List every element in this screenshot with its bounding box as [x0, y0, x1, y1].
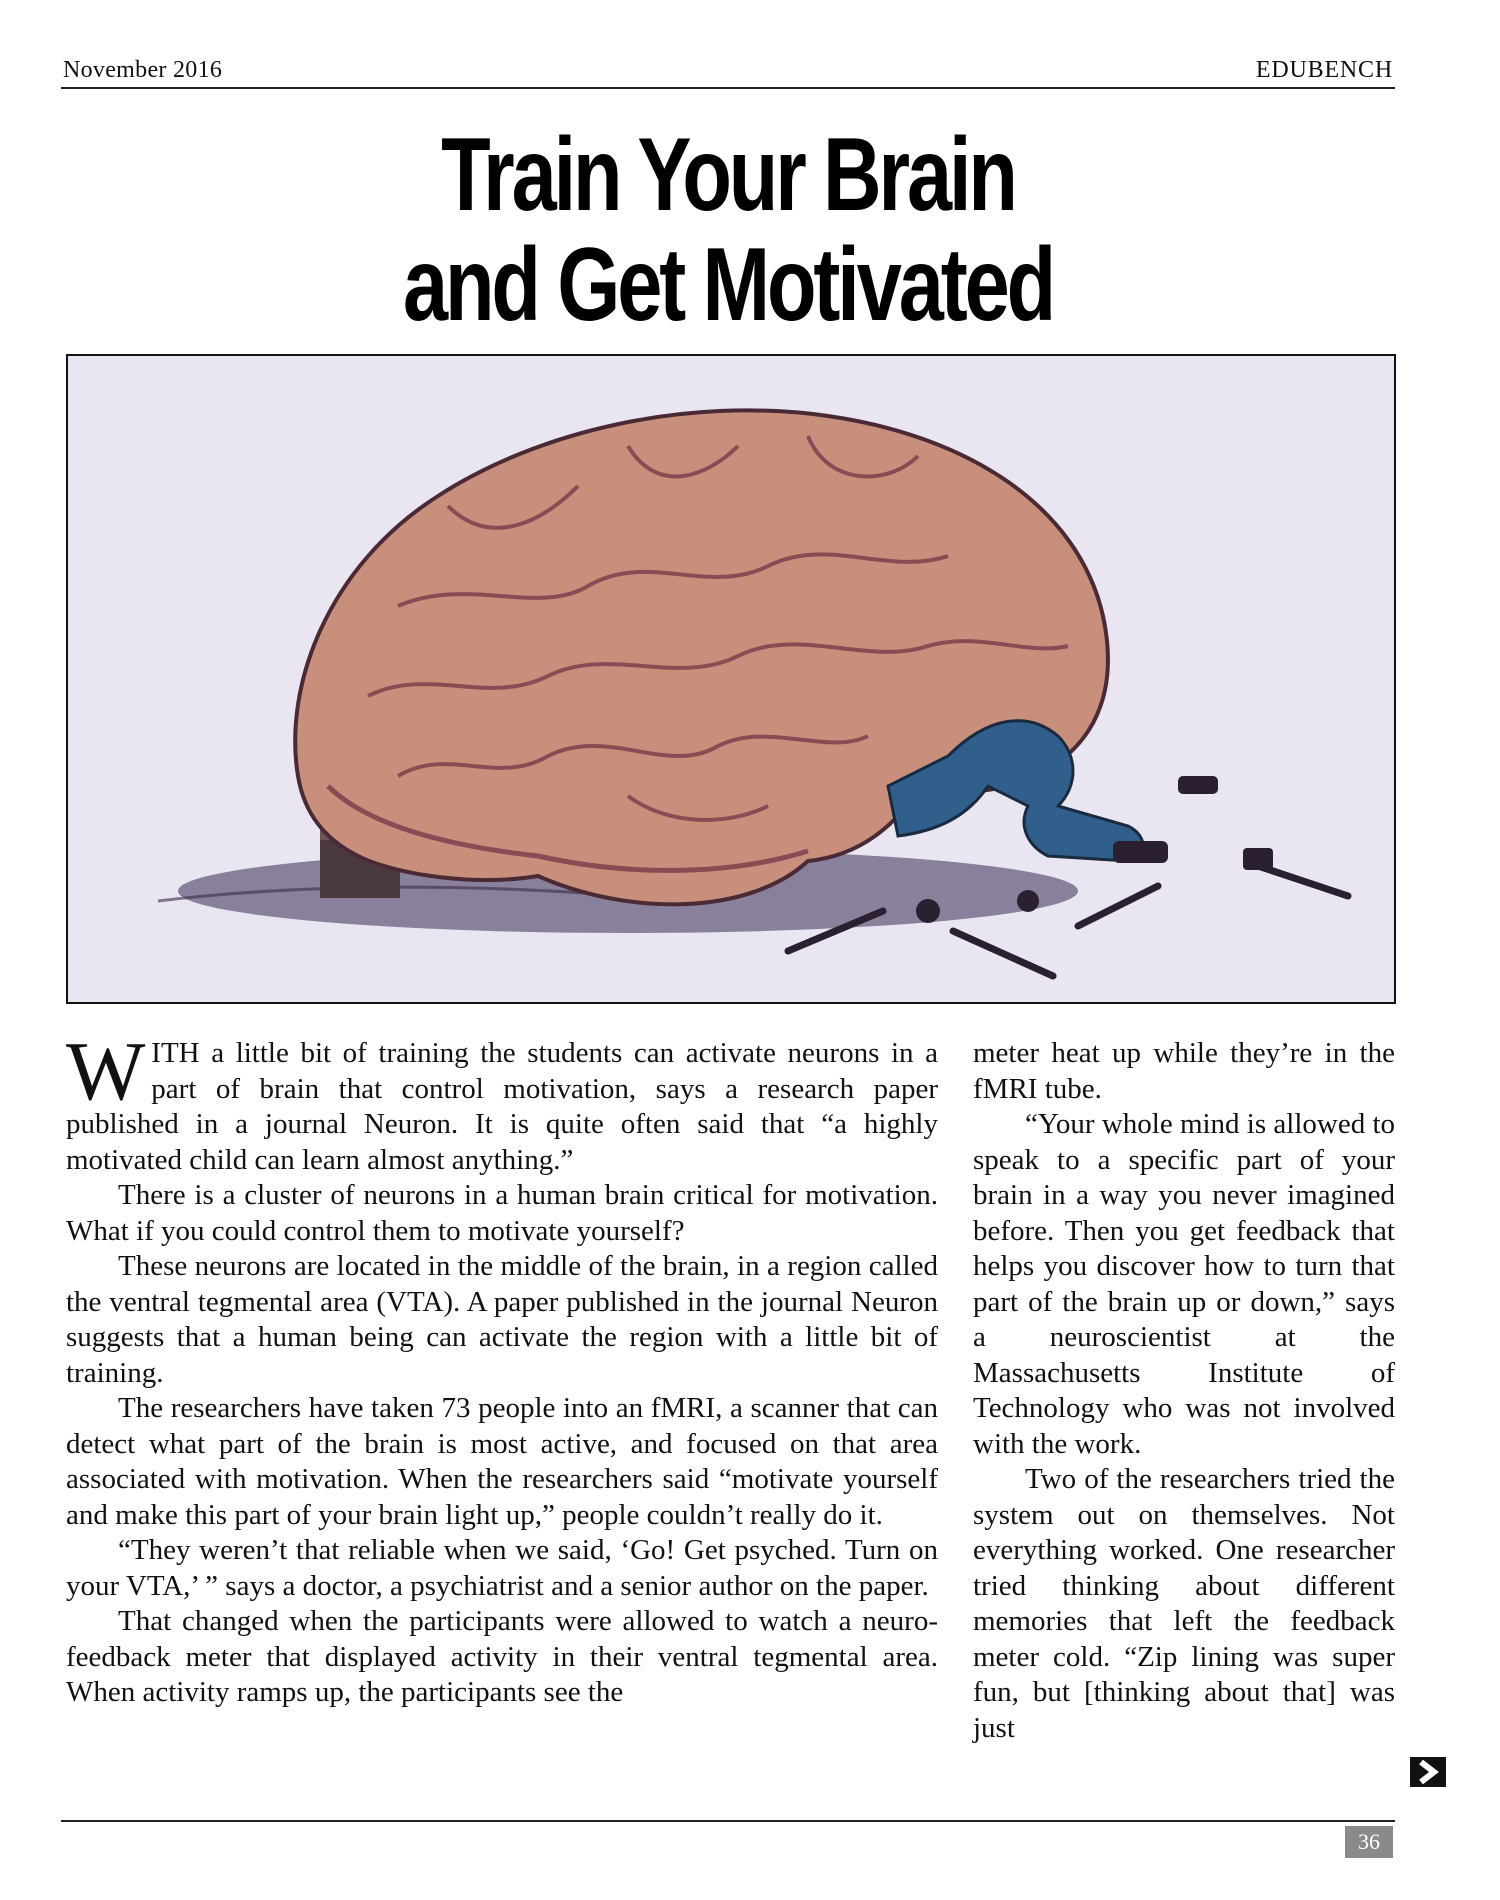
chevron-right-icon[interactable]	[1410, 1757, 1446, 1787]
title-line-2: and Get Motivated	[402, 227, 1054, 343]
paragraph: That changed when the participants were allowed to watch a neuro-feedback meter that displayed activity in their ventral tegmental area. When activity ramps up, the participants see the	[66, 1605, 938, 1708]
paragraph: The researchers have taken 73 people into an fMRI, a scanner that can detect what part of the brain is most active, and focused on that area associated with motivation. When the researchers said “motivate yourself and make this part of your brain light up,” people couldn’t really do it.	[66, 1392, 938, 1531]
publication-name: EDUBENCH	[1255, 57, 1393, 83]
issue-date: November 2016	[63, 57, 223, 83]
title-line-1: Train Your Brain	[441, 117, 1015, 233]
paragraph: meter heat up while they’re in the fMRI tube.	[973, 1037, 1395, 1105]
page-header	[61, 53, 1395, 89]
drop-cap: W	[66, 1025, 146, 1118]
article-title	[208, 117, 1249, 343]
paragraph: There is a cluster of neurons in a human brain critical for motivation. What if you could control them to motivate yourself?	[66, 1179, 938, 1247]
article-column-1	[66, 1025, 938, 1776]
brain-illustration	[66, 354, 1396, 1004]
footer-rule	[61, 1820, 1395, 1822]
paragraph-text: ITH a little bit of training the students can activate neurons in a part of brain that control motivation, says a research paper published in a journal Neuron. It is quite often said that “a highly motivated child can learn almost anything.”	[66, 1037, 938, 1176]
page-number: 36	[1345, 1826, 1393, 1858]
article-column-2	[973, 1036, 1395, 1776]
paragraph: “They weren’t that reliable when we said, ‘Go! Get psyched. Turn on your VTA,’ ” says a doctor, a psychiatrist and a senior author on the paper.	[66, 1534, 938, 1602]
paragraph: “Your whole mind is allowed to speak to a specific part of your brain in a way you never imagined before. Then you get feedback that helps you discover how to turn that part of the brain up or down,” says a neuroscientist at the Massachusetts Institute of Technology who was not involved with the work.	[973, 1108, 1396, 1460]
paragraph: Two of the researchers tried the system out on themselves. Not everything worked. One researcher tried thinking about different memories that left the feedback meter cold. “Zip lining was super fun, but [thinking about that] was just	[973, 1463, 1395, 1744]
paragraph	[66, 1025, 938, 1178]
paragraph: These neurons are located in the middle of the brain, in a region called the ventral tegmental area (VTA). A paper published in the journal Neuron suggests that a human being can activate the region with a little bit of training.	[66, 1250, 938, 1389]
